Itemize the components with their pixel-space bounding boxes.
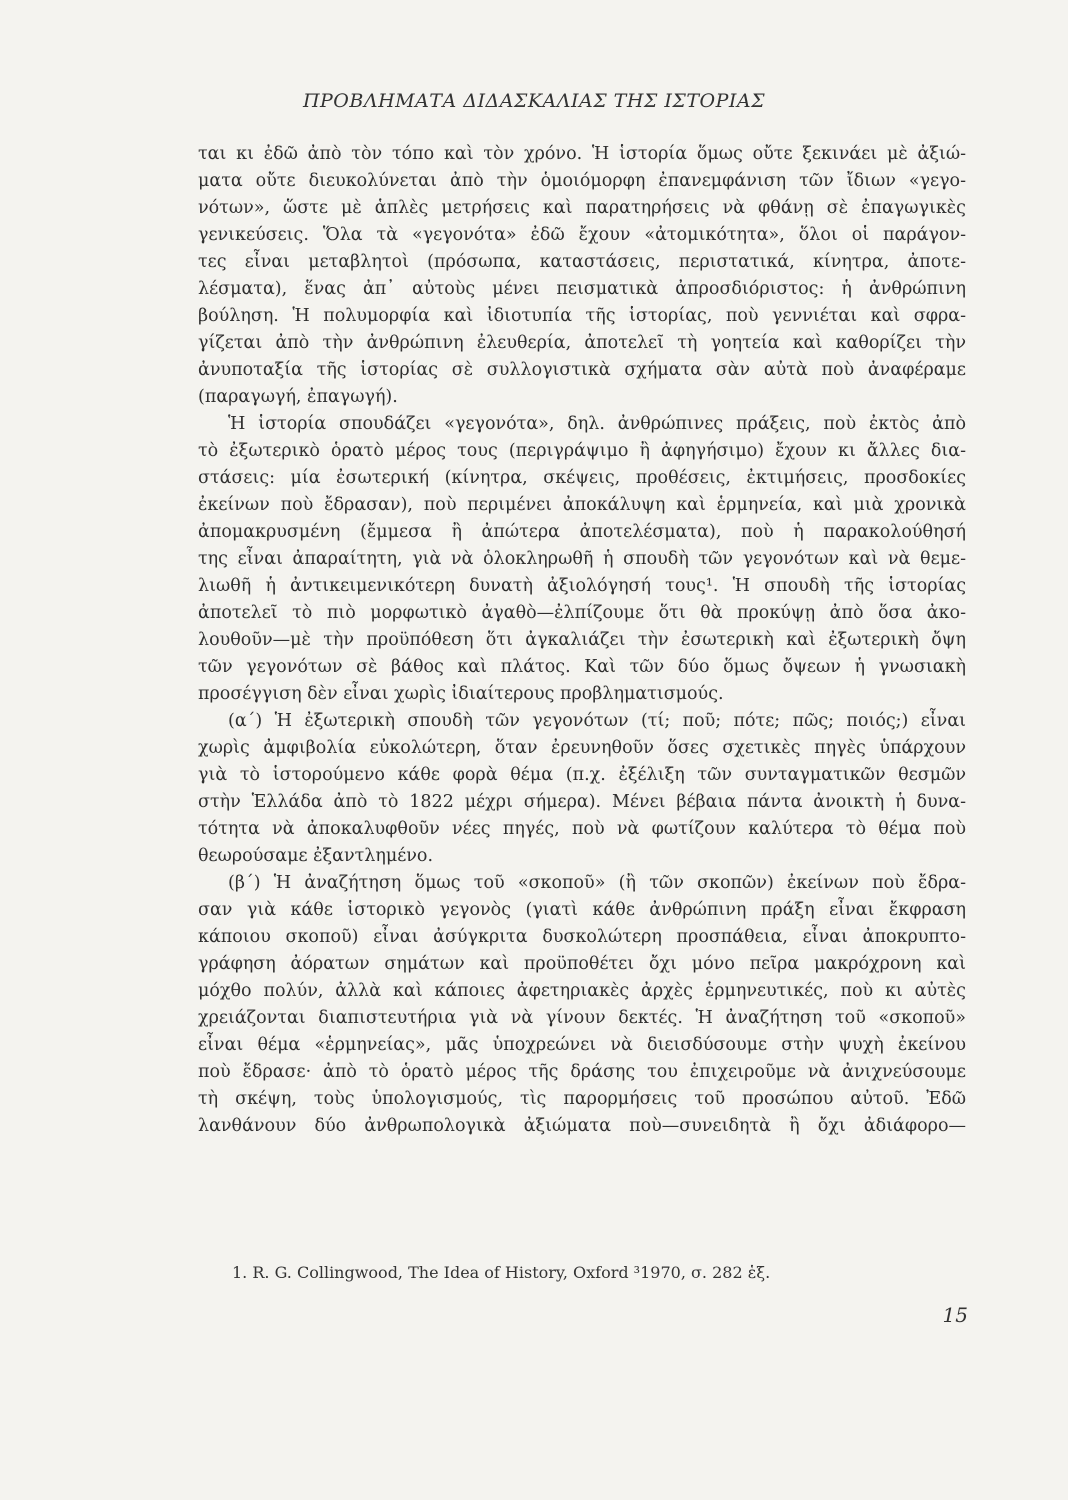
text-line: βούληση. Ἡ πολυμορφία καὶ ἰδιοτυπία τῆς ἱστορίας, ποὺ γεννιέται καὶ σφρα- [198, 306, 966, 326]
text-line: σαν γιὰ κάθε ἱστορικὸ γεγονὸς (γιατὶ κάθε ἀνθρώπινη πράξη εἶναι ἔκφραση [198, 900, 966, 920]
text-line: ἐκείνων ποὺ ἔδρασαν), ποὺ περιμένει ἀποκάλυψη καὶ ἑρμηνεία, καὶ μιὰ χρονικὰ [198, 495, 966, 515]
text-line: στάσεις: μία ἐσωτερική (κίνητρα, σκέψεις, προθέσεις, ἐκτιμήσεις, προσδοκίες [198, 468, 966, 488]
text-line: γενικεύσεις. Ὅλα τὰ «γεγονότα» ἐδῶ ἔχουν «ἀτομικότητα», ὅλοι οἱ παράγον- [198, 225, 966, 245]
text-line: λουθοῦν—μὲ τὴν προϋπόθεση ὅτι ἀγκαλιάζει τὴν ἐσωτερικὴ καὶ ἐξωτερικὴ ὄψη [198, 630, 966, 650]
text-line: τες εἶναι μεταβλητοὶ (πρόσωπα, καταστάσεις, περιστατικά, κίνητρα, ἀποτε- [198, 252, 966, 272]
footnote: 1. R. G. Collingwood, The Idea of History, Oxford ³1970, σ. 282 ἑξ. [232, 1263, 771, 1282]
body-text [198, 141, 966, 1140]
text-line: μόχθο πολύν, ἀλλὰ καὶ κάποιες ἀφετηριακὲς ἀρχὲς ἑρμηνευτικές, ποὺ κι αὐτὲς [198, 981, 966, 1001]
running-head: ΠΡΟΒΛΗΜΑΤΑ ΔΙΔΑΣΚΑΛΙΑΣ ΤΗΣ ΙΣΤΟΡΙΑΣ [302, 90, 766, 112]
text-line: γιὰ τὸ ἱστορούμενο κάθε φορὰ θέμα (π.χ. ἐξέλιξη τῶν συνταγματικῶν θεσμῶν [198, 765, 966, 785]
text-line: κάποιου σκοποῦ) εἶναι ἀσύγκριτα δυσκολώτερη προσπάθεια, εἶναι ἀποκρυπτο- [198, 927, 966, 947]
text-line: θεωρούσαμε ἐξαντλημένο. [198, 846, 434, 866]
text-line: της εἶναι ἀπαραίτητη, γιὰ νὰ ὁλοκληρωθῆ ἡ σπουδὴ τῶν γεγονότων καὶ νὰ θεμε- [198, 549, 966, 569]
text-line: στὴν Ἑλλάδα ἀπὸ τὸ 1822 μέχρι σήμερα). Μένει βέβαια πάντα ἀνοικτὴ ἡ δυνα- [198, 792, 966, 812]
text-line: τῶν γεγονότων σὲ βάθος καὶ πλάτος. Καὶ τῶν δύο ὅμως ὄψεων ἡ γνωσιακὴ [198, 657, 966, 677]
text-line: (α´) Ἡ ἐξωτερικὴ σπουδὴ τῶν γεγονότων (τί; ποῦ; πότε; πῶς; ποιός;) εἶναι [228, 711, 966, 731]
text-line: τὸ ἐξωτερικὸ ὁρατὸ μέρος τους (περιγράψιμο ἢ ἀφηγήσιμο) ἔχουν κι ἄλλες δια- [198, 441, 966, 461]
text-line: ται κι ἐδῶ ἀπὸ τὸν τόπο καὶ τὸν χρόνο. Ἡ ἱστορία ὅμως οὔτε ξεκινάει μὲ ἀξιώ- [198, 144, 966, 164]
text-line: λανθάνουν δύο ἀνθρωπολογικὰ ἀξιώματα ποὺ—συνειδητὰ ἢ ὄχι ἀδιάφορο— [198, 1116, 966, 1136]
text-line: λιωθῆ ἡ ἀντικειμενικότερη δυνατὴ ἀξιολόγησή τους¹. Ἡ σπουδὴ τῆς ἱστορίας [198, 576, 966, 596]
text-line: ματα οὔτε διευκολύνεται ἀπὸ τὴν ὁμοιόμορφη ἐπανεμφάνιση τῶν ἴδιων «γεγο- [198, 171, 966, 191]
text-line: νότων», ὥστε μὲ ἁπλὲς μετρήσεις καὶ παρατηρήσεις νὰ φθάνῃ σὲ ἐπαγωγικὲς [198, 198, 966, 218]
text-line: τότητα νὰ ἀποκαλυφθοῦν νέες πηγές, ποὺ νὰ φωτίζουν καλύτερα τὸ θέμα ποὺ [198, 819, 966, 839]
text-line: γράφηση ἀόρατων σημάτων καὶ προϋποθέτει ὄχι μόνο πεῖρα μακρόχρονη καὶ [198, 954, 966, 974]
text-line: ποὺ ἔδρασε· ἀπὸ τὸ ὁρατὸ μέρος τῆς δράσης του ἐπιχειροῦμε νὰ ἀνιχνεύσουμε [198, 1062, 966, 1082]
text-line: ἀνυποταξία τῆς ἱστορίας σὲ συλλογιστικὰ σχήματα σὰν αὐτὰ ποὺ ἀναφέραμε [198, 360, 966, 380]
text-line: ἀποτελεῖ τὸ πιὸ μορφωτικὸ ἀγαθὸ—ἐλπίζουμε ὅτι θὰ προκύψῃ ἀπὸ ὅσα ἀκο- [198, 603, 966, 623]
text-line: (β´) Ἡ ἀναζήτηση ὅμως τοῦ «σκοποῦ» (ἢ τῶν σκοπῶν) ἐκείνων ποὺ ἔδρα- [228, 873, 966, 893]
text-line: τὴ σκέψη, τοὺς ὑπολογισμούς, τὶς παρορμήσεις τοῦ προσώπου αὐτοῦ. Ἐδῶ [198, 1089, 966, 1109]
text-line: χρειάζονται διαπιστευτήρια γιὰ νὰ γίνουν δεκτές. Ἡ ἀναζήτηση τοῦ «σκοποῦ» [198, 1008, 966, 1028]
text-line: (παραγωγή, ἐπαγωγή). [198, 387, 398, 407]
text-line: Ἡ ἱστορία σπουδάζει «γεγονότα», δηλ. ἀνθρώπινες πράξεις, ποὺ ἐκτὸς ἀπὸ [228, 414, 966, 434]
text-line: εἶναι θέμα «ἑρμηνείας», μᾶς ὑποχρεώνει νὰ διεισδύσουμε στὴν ψυχὴ ἐκείνου [198, 1035, 966, 1055]
page-number: 15 [942, 1303, 968, 1327]
text-line: λέσματα), ἕνας ἀπ᾽ αὐτοὺς μένει πεισματικὰ ἀπροσδιόριστος: ἡ ἀνθρώπινη [198, 279, 966, 299]
text-line: γίζεται ἀπὸ τὴν ἀνθρώπινη ἐλευθερία, ἀποτελεῖ τὴ γοητεία καὶ καθορίζει τὴν [198, 333, 966, 353]
text-line: ἀπομακρυσμένη (ἔμμεσα ἢ ἀπώτερα ἀποτελέσματα), ποὺ ἡ παρακολούθησή [198, 522, 966, 542]
text-line: χωρὶς ἀμφιβολία εὐκολώτερη, ὅταν ἐρευνηθοῦν ὅσες σχετικὲς πηγὲς ὑπάρχουν [198, 738, 966, 758]
text-line: προσέγγιση δὲν εἶναι χωρὶς ἰδιαίτερους προβληματισμούς. [198, 684, 724, 704]
